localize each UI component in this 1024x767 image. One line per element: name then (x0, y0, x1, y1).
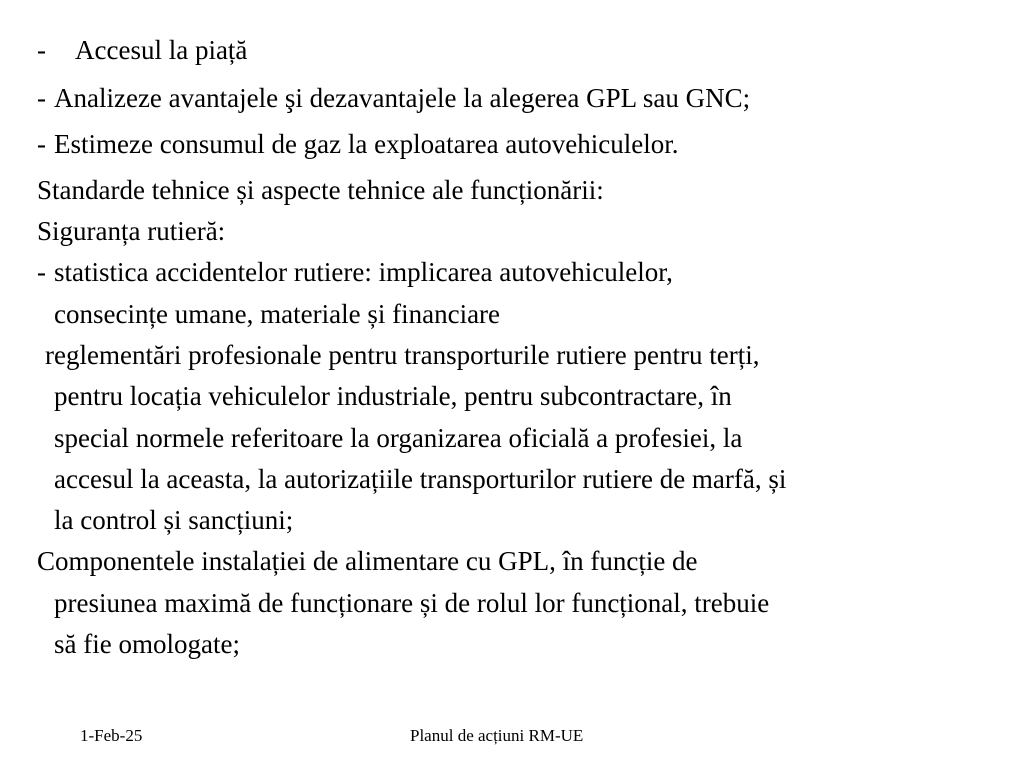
text-line-regulations: reglementări profesionale pentru transporturile rutiere pentru terți, (45, 340, 760, 370)
bullet-dash: - (37, 257, 46, 287)
text-line-components: Componentele instalației de alimentare cu GPL, în funcție de (37, 546, 698, 576)
text-line-access-market: Accesul la piață (75, 35, 248, 65)
text-line-max-pressure: presiunea maximă de funcționare și de rolul lor funcțional, trebuie (54, 588, 770, 618)
bullet-dash: - (37, 35, 46, 65)
text-line-special-norms: special normele referitoare la organizarea oficială a profesiei, la (54, 423, 743, 453)
text-line-access-authorizations: accesul la aceasta, la autorizațiile transporturilor rutiere de marfă, și (54, 464, 787, 494)
text-line-statistics: statistica accidentelor rutiere: implicarea autovehiculelor, (54, 257, 673, 287)
text-line-control-sanctions: la control și sancțiuni; (54, 505, 294, 535)
footer-title: Planul de acțiuni RM-UE (410, 726, 584, 745)
text-line-consequences: consecințe umane, materiale și financiare (54, 299, 501, 329)
text-line-road-safety: Siguranța rutieră: (37, 216, 226, 246)
bullet-dash: - (37, 83, 46, 113)
text-line-vehicle-location: pentru locația vehiculelor industriale, pentru subcontractare, în (54, 381, 732, 411)
text-line-analyze: Analizeze avantajele şi dezavantajele la alegerea GPL sau GNC; (54, 83, 751, 113)
text-line-approved: să fie omologate; (54, 629, 240, 659)
text-line-standards: Standarde tehnice și aspecte tehnice ale funcționării: (37, 175, 604, 205)
footer-date: 1-Feb-25 (80, 726, 143, 745)
text-line-estimate: Estimeze consumul de gaz la exploatarea autovehiculelor. (54, 129, 679, 159)
bullet-dash: - (37, 129, 46, 159)
